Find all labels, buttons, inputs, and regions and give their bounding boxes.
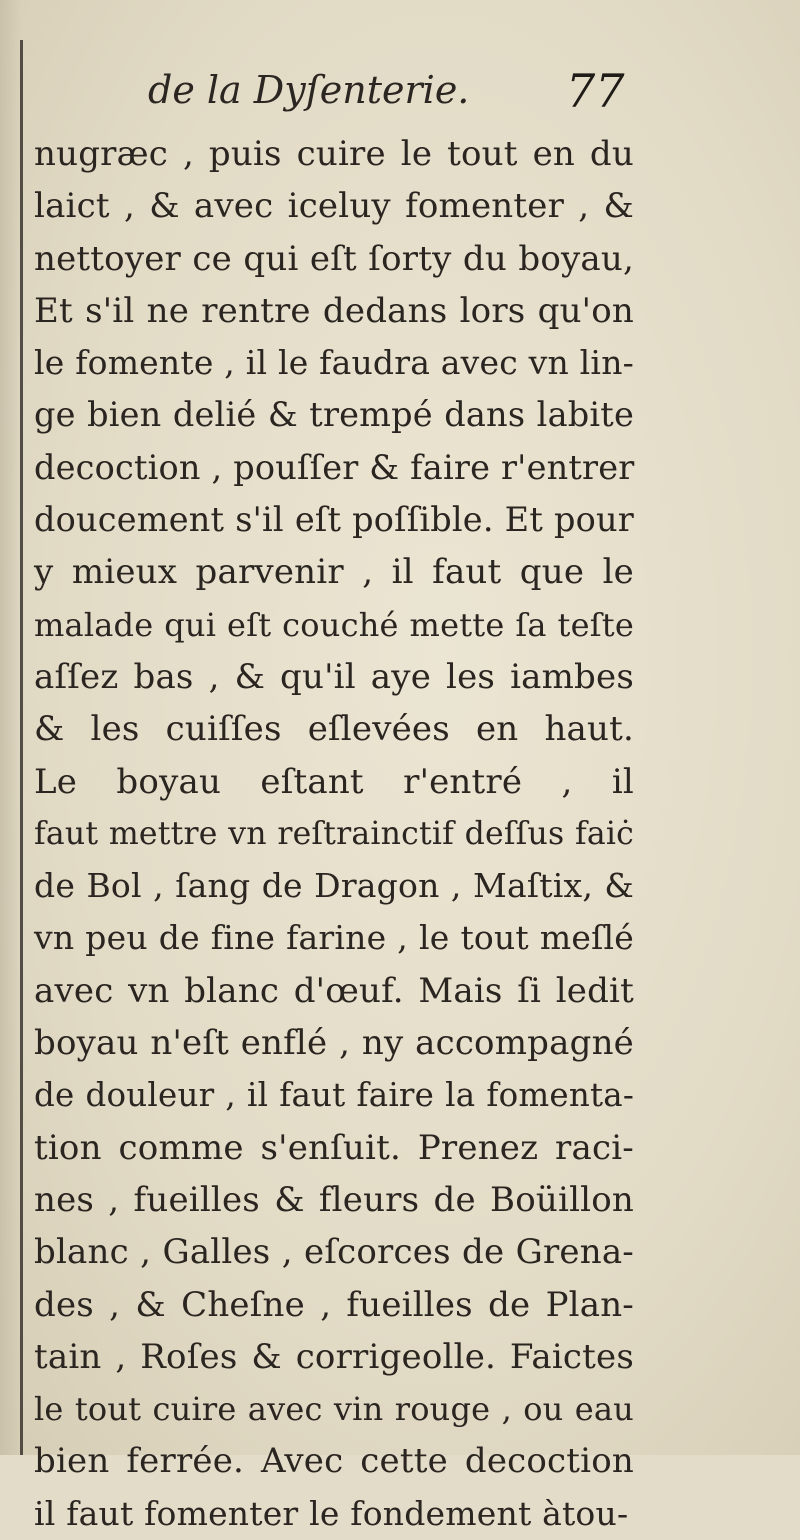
text-line: aſſez bas , & qu'il aye les iambes [34, 656, 634, 697]
text-line: de douleur , il faut faire la fomenta- [34, 1076, 634, 1115]
running-title: de la Dyſenterie. [148, 68, 470, 112]
text-line: nes , fueilles & fleurs de Boüillon [34, 1179, 634, 1220]
text-line: blanc , Galles , eſcorces de Grena- [34, 1232, 634, 1273]
text-line: doucement s'il eſt poſſible. Et pour [34, 500, 634, 540]
text-line: malade qui eſt couché mette ſa teſte [34, 605, 634, 644]
text-line: laict , & avec iceluy fomenter , & [34, 186, 634, 227]
page-header [0, 64, 800, 128]
gutter-shadow [0, 0, 22, 1455]
text-line: le tout cuire avec vin rouge , ou eau [34, 1390, 634, 1429]
text-line: ge bien delié & trempé dans labite [34, 395, 634, 435]
text-line: decoction , pouſſer & faire r'entrer [34, 447, 635, 487]
text-line: Le boyau eſtant r'entré , il [34, 761, 634, 802]
gutter-rule [20, 40, 23, 1455]
page-number: 77 [566, 64, 625, 118]
text-line: y mieux parvenir , il faut que le [34, 552, 634, 593]
text-line: boyau n'eſt enflé , ny accompagné [34, 1023, 634, 1064]
text-line: il faut fomenter le fondement àtou- [34, 1493, 629, 1533]
text-line: tain , Roſes & corrigeolle. Faictes [34, 1336, 634, 1377]
text-line: le fomente , il le faudra avec vn lin- [34, 343, 634, 383]
text-line: nettoyer ce qui eſt ſorty du boyau, [34, 238, 634, 279]
text-line: Et s'il ne rentre dedans lors qu'on [34, 290, 634, 331]
text-line: faut mettre vn reſtrainctif deſſus faiċ [34, 815, 634, 852]
text-line: bien ferrée. Avec cette decoction [34, 1441, 634, 1482]
text-line: de Bol , ſang de Dragon , Maſtix, & [34, 866, 634, 906]
text-line: nugræc , puis cuire le tout en du [34, 134, 634, 174]
text-line: vn peu de fine farine , le tout meſlé [34, 918, 634, 958]
text-line: des , & Cheſne , fueilles de Plan- [34, 1284, 634, 1325]
text-line: tion comme s'enſuit. Prenez raci- [34, 1127, 634, 1168]
text-line: & les cuiſſes eſlevées en haut. [34, 709, 634, 750]
body-text [34, 128, 634, 1540]
text-line: avec vn blanc d'œuf. Mais ſi ledit [34, 970, 634, 1011]
